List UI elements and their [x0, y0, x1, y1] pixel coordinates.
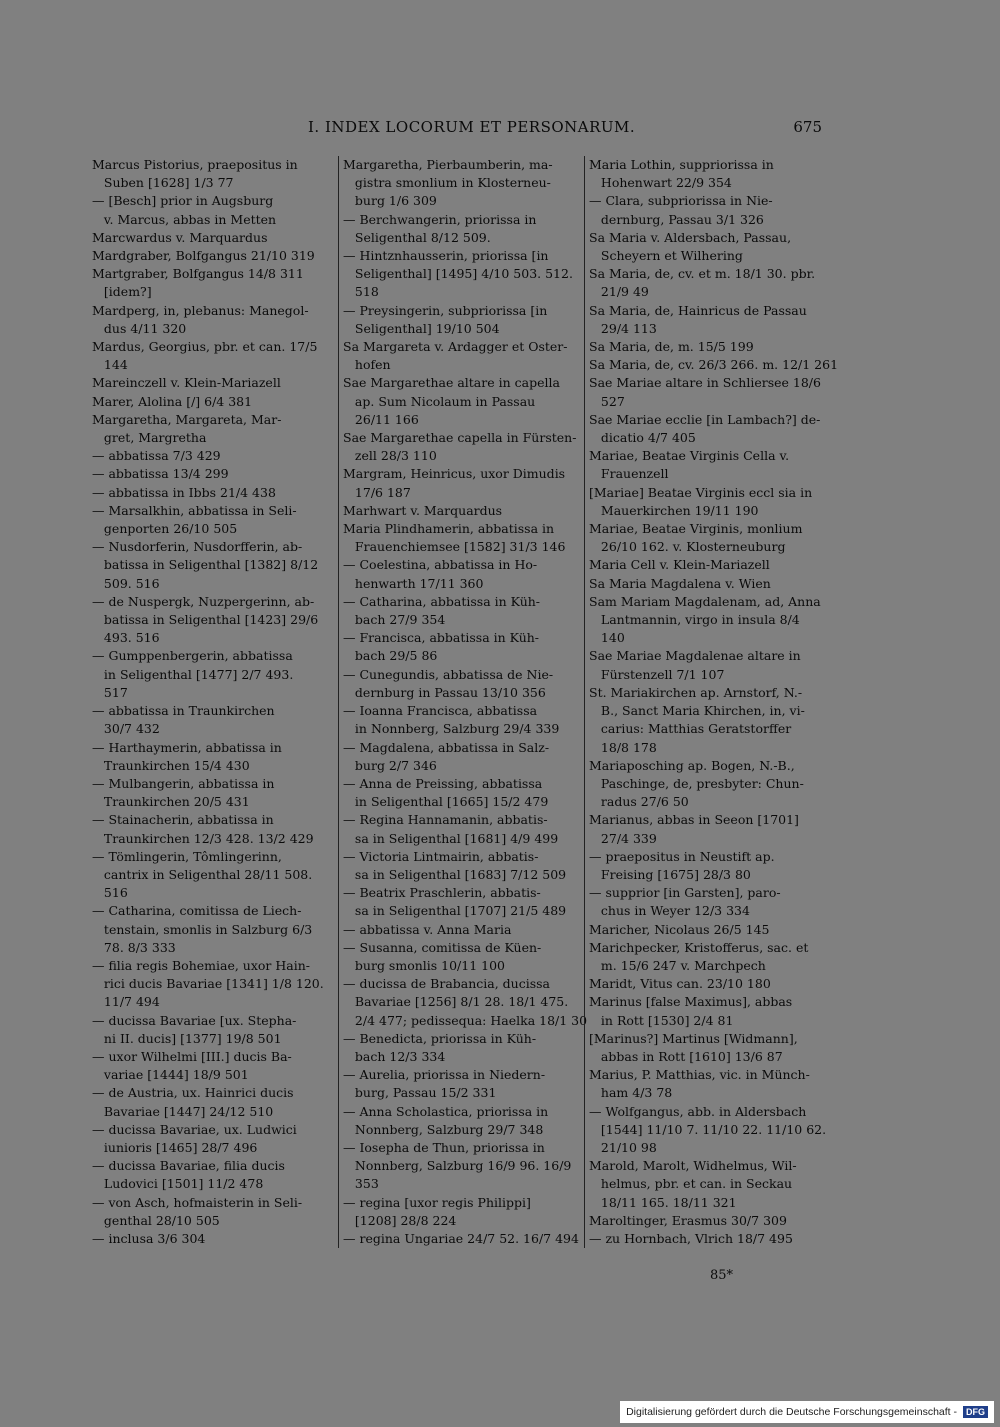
index-entry-line: Suben [1628] 1/3 77 — [92, 175, 234, 191]
index-entry-line: Sae Mariae ecclie [in Lambach?] de- — [589, 411, 821, 427]
index-entry-line: — Hintznhausserin, priorissa [in — [343, 248, 549, 264]
index-entry-line: 18/11 165. 18/11 321 — [589, 1194, 737, 1210]
index-entry-line: Traunkirchen 15/4 430 — [92, 757, 250, 773]
index-entry-line: bach 29/5 86 — [343, 648, 438, 664]
index-entry-line: St. Mariakirchen ap. Arnstorf, N.- — [589, 684, 803, 700]
index-entry-line: 78. 8/3 333 — [92, 939, 176, 955]
index-entry-line: henwarth 17/11 360 — [343, 575, 484, 591]
page-header — [0, 118, 1000, 142]
index-entry-line: — Francisca, abbatissa in Küh- — [343, 630, 540, 646]
index-entry-line: 27/4 339 — [589, 830, 657, 846]
index-entry-line: Mareinczell v. Klein-Mariazell — [92, 375, 281, 391]
index-entry-line: ham 4/3 78 — [589, 1085, 673, 1101]
index-entry-line: 30/7 432 — [92, 721, 160, 737]
index-entry-line: Sam Mariam Magdalenam, ad, Anna — [589, 593, 821, 609]
index-entry-line: Seligenthal] 19/10 504 — [343, 320, 500, 336]
index-entry-line: — uxor Wilhelmi [III.] ducis Ba- — [92, 1048, 292, 1064]
index-entry-line: Maria Cell v. Klein-Mariazell — [589, 557, 770, 573]
index-entry-line: 11/7 494 — [92, 994, 160, 1010]
index-entry-line: — abbatissa in Traunkirchen — [92, 703, 275, 719]
index-entry-line: Mardgraber, Bolfgangus 21/10 319 — [92, 248, 315, 264]
index-entry-line: Marius, P. Matthias, vic. in Münch- — [589, 1067, 810, 1083]
index-entry-line: B., Sanct Maria Khirchen, in, vi- — [589, 703, 805, 719]
index-entry-line: Nonnberg, Salzburg 16/9 96. 16/9 — [343, 1158, 572, 1174]
index-entry-line: 493. 516 — [92, 630, 160, 646]
index-entry-line: Sae Mariae altare in Schliersee 18/6 — [589, 375, 821, 391]
index-entry-line: bach 27/9 354 — [343, 612, 446, 628]
index-entry-line: 144 — [92, 357, 128, 373]
index-column-1 — [92, 156, 334, 1248]
index-entry-line: — Harthaymerin, abbatissa in — [92, 739, 282, 755]
index-entry-line: — regina [uxor regis Philippi] — [343, 1194, 531, 1210]
index-entry-line: 516 — [92, 885, 128, 901]
index-entry-line: — Beatrix Praschlerin, abbatis- — [343, 885, 541, 901]
index-entry-line: Maria Lothin, suppriorissa in — [589, 157, 774, 172]
index-entry-line: — abbatissa 7/3 429 — [92, 448, 221, 464]
index-entry-line: 21/9 49 — [589, 284, 649, 300]
index-entry-line: [Marinus?] Martinus [Widmann], — [589, 1030, 798, 1046]
index-entry-line: Marianus, abbas in Seeon [1701] — [589, 812, 799, 828]
index-entry-line: — Gumppenbergerin, abbatissa — [92, 648, 293, 664]
index-entry-line: — abbatissa in Ibbs 21/4 438 — [92, 484, 276, 500]
index-entry-line: 26/10 162. v. Klosterneuburg — [589, 539, 786, 555]
index-entry-line: — ducissa Bavariae, filia ducis — [92, 1158, 285, 1174]
index-entry-line: 29/4 113 — [589, 320, 657, 336]
index-entry-line: — de Nuspergk, Nuzpergerinn, ab- — [92, 593, 315, 609]
index-entry-line: sa in Seligenthal [1683] 7/12 509 — [343, 866, 567, 882]
index-entry-line: Frauenchiemsee [1582] 31/3 146 — [343, 539, 566, 555]
index-entry-line: Margaretha, Pierbaumberin, ma- — [343, 157, 553, 172]
index-entry-line: 509. 516 — [92, 575, 160, 591]
index-entry-line: — Regina Hannamanin, abbatis- — [343, 812, 548, 828]
index-entry-line: Ludovici [1501] 11/2 478 — [92, 1176, 264, 1192]
index-entry-line: Mauerkirchen 19/11 190 — [589, 502, 759, 518]
index-entry-line: chus in Weyer 12/3 334 — [589, 903, 750, 919]
index-entry-line: — Catharina, comitissa de Liech- — [92, 903, 302, 919]
index-entry-line: Frauenzell — [589, 466, 669, 482]
index-entry-line: — regina Ungariae 24/7 52. 16/7 494 — [343, 1230, 579, 1246]
index-entry-line: — Stainacherin, abbatissa in — [92, 812, 274, 828]
index-entry-line: Marcwardus v. Marquardus — [92, 229, 268, 245]
index-entry-line: — Catharina, abbatissa in Küh- — [343, 593, 541, 609]
index-entry-line: Marold, Marolt, Widhelmus, Wil- — [589, 1158, 797, 1174]
index-entry-line: — Cunegundis, abbatissa de Nie- — [343, 666, 554, 682]
index-entry-line: batissa in Seligenthal [1423] 29/6 — [92, 612, 319, 628]
index-entry-line: — Anna Scholastica, priorissa in — [343, 1103, 549, 1119]
index-entry-line: v. Marcus, abbas in Metten — [92, 211, 277, 227]
index-entry-line: — Preysingerin, subpriorissa [in — [343, 302, 548, 318]
index-entry-line: dernburg in Passau 13/10 356 — [343, 684, 546, 700]
index-entry-line: Traunkirchen 20/5 431 — [92, 794, 250, 810]
index-entry-line: — Coelestina, abbatissa in Ho- — [343, 557, 538, 573]
index-entry-line: Scheyern et Wilhering — [589, 248, 743, 264]
index-entry-line: burg, Passau 15/2 331 — [343, 1085, 497, 1101]
dfg-credit-text: Digitalisierung gefördert durch die Deutsche Forschungsgemeinschaft - — [626, 1406, 957, 1418]
index-entry-line: Seligenthal] [1495] 4/10 503. 512. — [343, 266, 573, 282]
signature-mark: 85* — [710, 1268, 734, 1283]
index-entry-line: Maroltinger, Erasmus 30/7 309 — [589, 1212, 787, 1228]
index-entry-line: — Berchwangerin, priorissa in — [343, 211, 537, 227]
index-entry-line: bach 12/3 334 — [343, 1048, 446, 1064]
index-entry-line: radus 27/6 50 — [589, 794, 689, 810]
index-entry-line: 527 — [589, 393, 625, 409]
index-entry-line: — filia regis Bohemiae, uxor Hain- — [92, 957, 310, 973]
index-entry-line: Sae Mariae Magdalenae altare in — [589, 648, 801, 664]
index-entry-line: — zu Hornbach, Vlrich 18/7 495 — [589, 1230, 793, 1246]
index-entry-line: — abbatissa 13/4 299 — [92, 466, 229, 482]
index-entry-line: [1544] 11/10 7. 11/10 22. 11/10 62. — [589, 1121, 827, 1137]
index-entry-line: Mardperg, in, plebanus: Manegol- — [92, 302, 309, 318]
index-entry-line: Fürstenzell 7/1 107 — [589, 666, 725, 682]
index-entry-line: — inclusa 3/6 304 — [92, 1230, 206, 1246]
index-entry-line: 518 — [343, 284, 379, 300]
index-entry-line: gret, Margretha — [92, 430, 207, 446]
index-entry-line: tenstain, smonlis in Salzburg 6/3 — [92, 921, 313, 937]
index-entry-line: Mariae, Beatae Virginis, monlium — [589, 521, 803, 537]
index-entry-line: — Mulbangerin, abbatissa in — [92, 775, 275, 791]
index-entry-line: Maricher, Nicolaus 26/5 145 — [589, 921, 770, 937]
page-number: 675 — [793, 118, 822, 136]
dfg-logo: DFG — [963, 1406, 988, 1418]
index-entry-line: sa in Seligenthal [1681] 4/9 499 — [343, 830, 559, 846]
index-entry-line: in Nonnberg, Salzburg 29/4 339 — [343, 721, 560, 737]
index-entry-line: — Aurelia, priorissa in Niedern- — [343, 1067, 546, 1083]
index-entry-line: Margram, Heinricus, uxor Dimudis — [343, 466, 566, 482]
index-entry-line: — Clara, subpriorissa in Nie- — [589, 193, 773, 209]
index-entry-line: — Iosepha de Thun, priorissa in — [343, 1139, 545, 1155]
index-entry-line: — Marsalkhin, abbatissa in Seli- — [92, 502, 297, 518]
index-entry-line: 17/6 187 — [343, 484, 411, 500]
index-entry-line: Margaretha, Margareta, Mar- — [92, 411, 282, 427]
index-entry-line: 353 — [343, 1176, 379, 1192]
index-entry-line: Mardus, Georgius, pbr. et can. 17/5 — [92, 339, 318, 355]
index-entry-line: dus 4/11 320 — [92, 320, 187, 336]
index-entry-line: burg smonlis 10/11 100 — [343, 957, 506, 973]
index-entry-line: [idem?] — [92, 284, 152, 300]
index-entry-line: Sa Maria Magdalena v. Wien — [589, 575, 771, 591]
index-entry-line: rici ducis Bavariae [1341] 1/8 120. — [92, 976, 324, 992]
index-entry-line: — abbatissa v. Anna Maria — [343, 921, 512, 937]
index-entry-line: — de Austria, ux. Hainrici ducis — [92, 1085, 294, 1101]
index-entry-line: 2/4 477; pedissequa: Haelka 18/1 30 — [343, 1012, 588, 1028]
index-entry-line: Marinus [false Maximus], abbas — [589, 994, 793, 1010]
index-entry-line: — ducissa Bavariae, ux. Ludwici — [92, 1121, 297, 1137]
index-entry-line: hofen — [343, 357, 391, 373]
index-entry-line: Seligenthal 8/12 509. — [343, 229, 491, 245]
index-entry-line: Marcus Pistorius, praepositus in — [92, 157, 298, 172]
index-entry-line: iunioris [1465] 28/7 496 — [92, 1139, 258, 1155]
index-entry-line: — Wolfgangus, abb. in Aldersbach — [589, 1103, 807, 1119]
running-title: I. INDEX LOCORUM ET PERSONARUM. — [308, 118, 636, 136]
index-column-3 — [584, 156, 839, 1248]
index-entry-line: 21/10 98 — [589, 1139, 657, 1155]
index-column-2 — [338, 156, 588, 1248]
index-entry-line: — Magdalena, abbatissa in Salz- — [343, 739, 550, 755]
index-entry-line: — Susanna, comitissa de Küen- — [343, 939, 542, 955]
index-entry-line: Hohenwart 22/9 354 — [589, 175, 732, 191]
index-entry-line: Sa Maria v. Aldersbach, Passau, — [589, 229, 792, 245]
index-entry-line: Marichpecker, Kristofferus, sac. et — [589, 939, 809, 955]
index-entry-line: Sa Maria, de, cv. et m. 18/1 30. pbr. — [589, 266, 816, 282]
index-entry-line: — praepositus in Neustift ap. — [589, 848, 775, 864]
index-entry-line: Sae Margarethae capella in Fürsten- — [343, 430, 577, 446]
index-entry-line: — ducissa Bavariae [ux. Stepha- — [92, 1012, 297, 1028]
index-entry-line: zell 28/3 110 — [343, 448, 437, 464]
index-entry-line: — Victoria Lintmairin, abbatis- — [343, 848, 539, 864]
index-entry-line: — supprior [in Garsten], paro- — [589, 885, 781, 901]
index-entry-line: carius: Matthias Geratstorffer — [589, 721, 792, 737]
index-entry-line: variae [1444] 18/9 501 — [92, 1067, 249, 1083]
index-entry-line: 26/11 166 — [343, 411, 419, 427]
index-entry-line: in Seligenthal [1477] 2/7 493. — [92, 666, 294, 682]
index-entry-line: — Nusdorferin, Nusdorfferin, ab- — [92, 539, 303, 555]
index-entry-line: dicatio 4/7 405 — [589, 430, 696, 446]
index-entry-line: ni II. ducis] [1377] 19/8 501 — [92, 1030, 282, 1046]
index-entry-line: genporten 26/10 505 — [92, 521, 238, 537]
index-entry-line: Maridt, Vitus can. 23/10 180 — [589, 976, 771, 992]
index-entry-line: in Seligenthal [1665] 15/2 479 — [343, 794, 549, 810]
index-entry-line: Maria Plindhamerin, abbatissa in — [343, 521, 555, 537]
index-entry-line: Sae Margarethae altare in capella — [343, 375, 560, 391]
index-entry-line: 18/8 178 — [589, 739, 657, 755]
index-entry-line: 140 — [589, 630, 625, 646]
index-entry-line: Paschinge, de, presbyter: Chun- — [589, 775, 804, 791]
index-entry-line: sa in Seligenthal [1707] 21/5 489 — [343, 903, 567, 919]
index-entry-line: in Rott [1530] 2/4 81 — [589, 1012, 734, 1028]
index-entry-line: Sa Maria, de, cv. 26/3 266. m. 12/1 261 — [589, 357, 839, 373]
index-entry-line: gistra smonlium in Klosterneu- — [343, 175, 551, 191]
index-entry-line: burg 2/7 346 — [343, 757, 437, 773]
index-entry-line: Nonnberg, Salzburg 29/7 348 — [343, 1121, 544, 1137]
index-entry-line: — ducissa de Brabancia, ducissa — [343, 976, 551, 992]
index-entry-line: Sa Maria, de, m. 15/5 199 — [589, 339, 754, 355]
index-entry-line: [Mariae] Beatae Virginis eccl sia in — [589, 484, 813, 500]
index-entry-line: burg 1/6 309 — [343, 193, 437, 209]
index-entry-line: Freising [1675] 28/3 80 — [589, 866, 751, 882]
index-entry-line: cantrix in Seligenthal 28/11 508. — [92, 866, 313, 882]
index-entry-line: batissa in Seligenthal [1382] 8/12 — [92, 557, 319, 573]
index-entry-line: — [Besch] prior in Augsburg — [92, 193, 274, 209]
index-entry-line: Martgraber, Bolfgangus 14/8 311 — [92, 266, 304, 282]
index-entry-line: Lantmannin, virgo in insula 8/4 — [589, 612, 800, 628]
index-entry-line: 517 — [92, 684, 128, 700]
index-entry-line: dernburg, Passau 3/1 326 — [589, 211, 764, 227]
dfg-credit-bar[interactable] — [620, 1401, 994, 1423]
index-entry-line: Mariae, Beatae Virginis Cella v. — [589, 448, 790, 464]
index-entry-line: Traunkirchen 12/3 428. 13/2 429 — [92, 830, 314, 846]
index-entry-line: abbas in Rott [1610] 13/6 87 — [589, 1048, 783, 1064]
index-entry-line: — Anna de Preissing, abbatissa — [343, 775, 543, 791]
index-entry-line: — Tömlingerin, Tômlingerinn, — [92, 848, 282, 864]
index-entry-line: m. 15/6 247 v. Marchpech — [589, 957, 766, 973]
index-entry-line: — Ioanna Francisca, abbatissa — [343, 703, 538, 719]
index-entry-line: [1208] 28/8 224 — [343, 1212, 457, 1228]
index-entry-line: Bavariae [1256] 8/1 28. 18/1 475. — [343, 994, 569, 1010]
index-entry-line: Mariaposching ap. Bogen, N.-B., — [589, 757, 795, 773]
index-entry-line: Sa Maria, de, Hainricus de Passau — [589, 302, 807, 318]
index-entry-line: Marhwart v. Marquardus — [343, 502, 503, 518]
index-entry-line: helmus, pbr. et can. in Seckau — [589, 1176, 793, 1192]
index-entry-line: genthal 28/10 505 — [92, 1212, 220, 1228]
index-entry-line: — Benedicta, priorissa in Küh- — [343, 1030, 537, 1046]
index-entry-line: — von Asch, hofmaisterin in Seli- — [92, 1194, 303, 1210]
index-entry-line: Sa Margareta v. Ardagger et Oster- — [343, 339, 568, 355]
index-entry-line: Marer, Alolina [/] 6/4 381 — [92, 393, 253, 409]
index-entry-line: ap. Sum Nicolaum in Passau — [343, 393, 536, 409]
index-entry-line: Bavariae [1447] 24/12 510 — [92, 1103, 274, 1119]
